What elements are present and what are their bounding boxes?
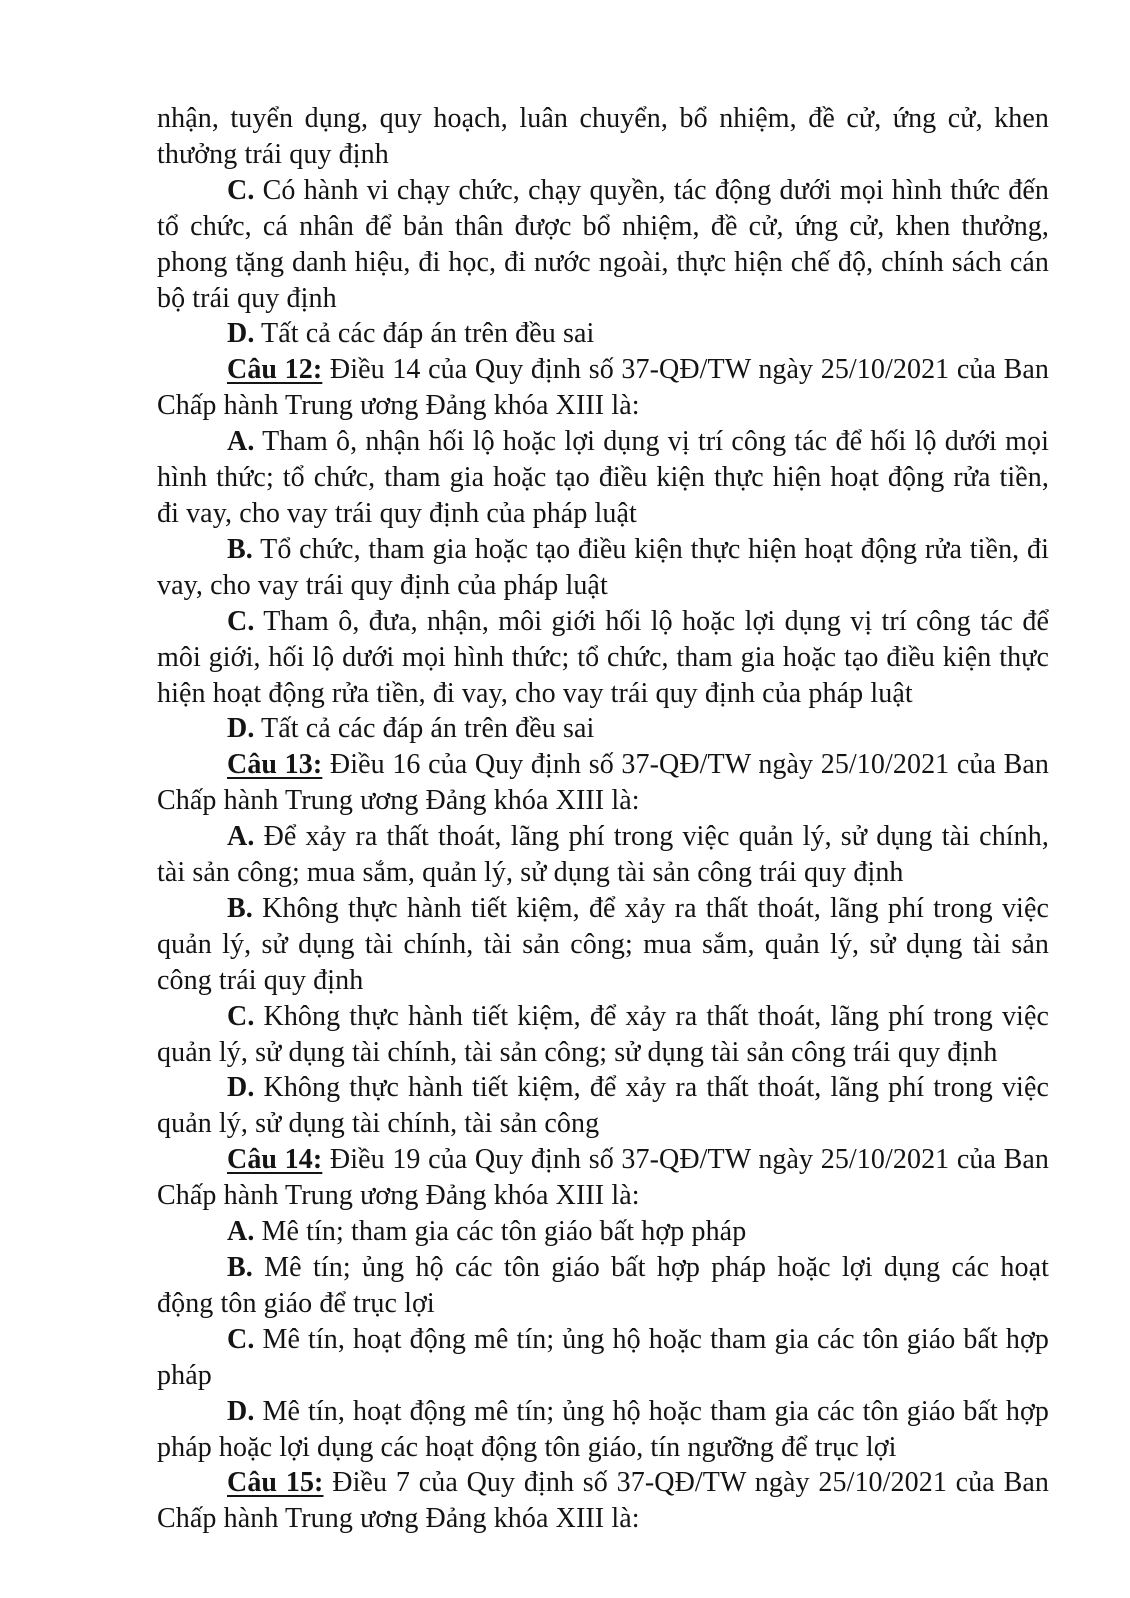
paragraph-text: Có hành vi chạy chức, chạy quyền, tác động dưới mọi hình thức đến tổ chức, cá nhân để bản thân được bổ nhiệm, đề cử, ứng cử, khen thưởng, phong tặng danh hiệu, đi học, đi nước ngoài, thực hiện chế độ, chính sách cán bộ trái quy định — [157, 174, 1049, 314]
paragraph-text: Mê tín; tham gia các tôn giáo bất hợp pháp — [261, 1216, 747, 1248]
paragraph-text: Không thực hành tiết kiệm, để xảy ra thất thoát, lãng phí trong việc quản lý, sử dụng tài chính, tài sản công; mua sắm, quản lý, sử dụng tài sản công trái quy định — [157, 892, 1049, 996]
option-letter-label: D. — [227, 1072, 255, 1104]
question-text: Điều 19 của Quy định số 37-QĐ/TW ngày 25/10/2021 của Ban Chấp hành Trung ương Đảng khóa XIII là: — [157, 1144, 1050, 1212]
option-letter-label: B. — [227, 1252, 253, 1283]
paragraph-text: Không thực hành tiết kiệm, để xảy ra thất thoát, lãng phí trong việc quản lý, sử dụng tài chính, tài sản công — [157, 1072, 1049, 1140]
answer-option-paragraph — [157, 316, 1049, 352]
option-letter-label: B. — [227, 533, 253, 565]
document-content — [157, 101, 1049, 1537]
paragraph-text: nhận, tuyển dụng, quy hoạch, luân chuyển, bổ nhiệm, đề cử, ứng cử, khen thưởng trái quy định — [157, 103, 1049, 170]
paragraph-text: Mê tín, hoạt động mê tín; ủng hộ hoặc tham gia các tôn giáo bất hợp pháp hoặc lợi dụng các hoạt động tôn giáo, tín ngưỡng để trục lợi — [157, 1395, 1049, 1463]
option-letter-label: B. — [227, 892, 253, 924]
paragraph-text: Tất cả các đáp án trên đều sai — [261, 713, 595, 745]
answer-option-paragraph — [157, 532, 1049, 604]
paragraph-text: Tham ô, nhận hối lộ hoặc lợi dụng vị trí công tác để hối lộ dưới mọi hình thức; tổ chức, tham gia hoặc tạo điều kiện thực hiện hoạt động rửa tiền, đi vay, cho vay trái quy định của pháp luật — [157, 426, 1049, 529]
option-letter-label: D. — [227, 1395, 255, 1427]
question-number-label: Câu 14: — [227, 1144, 323, 1176]
question-text: Điều 7 của Quy định số 37-QĐ/TW ngày 25/10/2021 của Ban Chấp hành Trung ương Đảng khóa XIII là: — [157, 1467, 1049, 1535]
answer-option-paragraph — [157, 1250, 1049, 1322]
answer-option-paragraph — [157, 1394, 1049, 1466]
question-number-label: Câu 13: — [227, 749, 323, 781]
answer-option-paragraph — [157, 711, 1049, 747]
answer-option-paragraph — [157, 999, 1049, 1071]
option-letter-label: C. — [227, 1323, 255, 1355]
option-letter-label: A. — [227, 821, 255, 853]
paragraph-text: Tham ô, đưa, nhận, môi giới hối lộ hoặc lợi dụng vị trí công tác để môi giới, hối lộ dưới mọi hình thức; tổ chức, tham gia hoặc tạo điều kiện thực hiện hoạt động rửa tiền, đi vay, cho vay trái quy định của pháp luật — [157, 605, 1049, 709]
paragraph-text: Để xảy ra thất thoát, lãng phí trong việc quản lý, sử dụng tài chính, tài sản công; mua sắm, quản lý, sử dụng tài sản công trái quy định — [157, 821, 1049, 889]
answer-option-paragraph — [157, 1070, 1049, 1142]
question-number-label: Câu 12: — [227, 354, 323, 386]
body-paragraph — [157, 101, 1049, 173]
question-text: Điều 16 của Quy định số 37-QĐ/TW ngày 25/10/2021 của Ban Chấp hành Trung ương Đảng khóa XIII là: — [157, 749, 1050, 817]
option-letter-label: A. — [227, 1216, 255, 1248]
option-letter-label: D. — [227, 713, 255, 745]
paragraph-text: Tất cả các đáp án trên đều sai — [261, 318, 595, 350]
paragraph-text: Không thực hành tiết kiệm, để xảy ra thất thoát, lãng phí trong việc quản lý, sử dụng tài chính, tài sản công; sử dụng tài sản công trái quy định — [157, 1000, 1049, 1068]
answer-option-paragraph — [157, 819, 1049, 891]
paragraph-text: Mê tín, hoạt động mê tín; ủng hộ hoặc tham gia các tôn giáo bất hợp pháp — [157, 1323, 1049, 1391]
question-paragraph — [157, 352, 1049, 424]
option-letter-label: C. — [227, 174, 255, 206]
question-paragraph — [157, 747, 1049, 819]
answer-option-paragraph — [157, 604, 1049, 712]
question-paragraph — [157, 1142, 1049, 1214]
option-letter-label: D. — [227, 318, 255, 350]
paragraph-text: Tổ chức, tham gia hoặc tạo điều kiện thực hiện hoạt động rửa tiền, đi vay, cho vay trái quy định của pháp luật — [157, 533, 1049, 601]
answer-option-paragraph — [157, 1322, 1049, 1394]
question-number-label: Câu 15: — [227, 1467, 324, 1499]
option-letter-label: C. — [227, 1000, 255, 1032]
question-text: Điều 14 của Quy định số 37-QĐ/TW ngày 25/10/2021 của Ban Chấp hành Trung ương Đảng khóa XIII là: — [157, 354, 1050, 422]
answer-option-paragraph — [157, 891, 1049, 999]
answer-option-paragraph — [157, 1214, 1049, 1250]
option-letter-label: C. — [227, 605, 255, 637]
answer-option-paragraph — [157, 424, 1049, 532]
question-paragraph — [157, 1465, 1049, 1537]
option-letter-label: A. — [227, 426, 255, 458]
answer-option-paragraph — [157, 173, 1049, 317]
paragraph-text: Mê tín; ủng hộ các tôn giáo bất hợp pháp hoặc lợi dụng các hoạt động tôn giáo để trục lợi — [157, 1252, 1049, 1319]
